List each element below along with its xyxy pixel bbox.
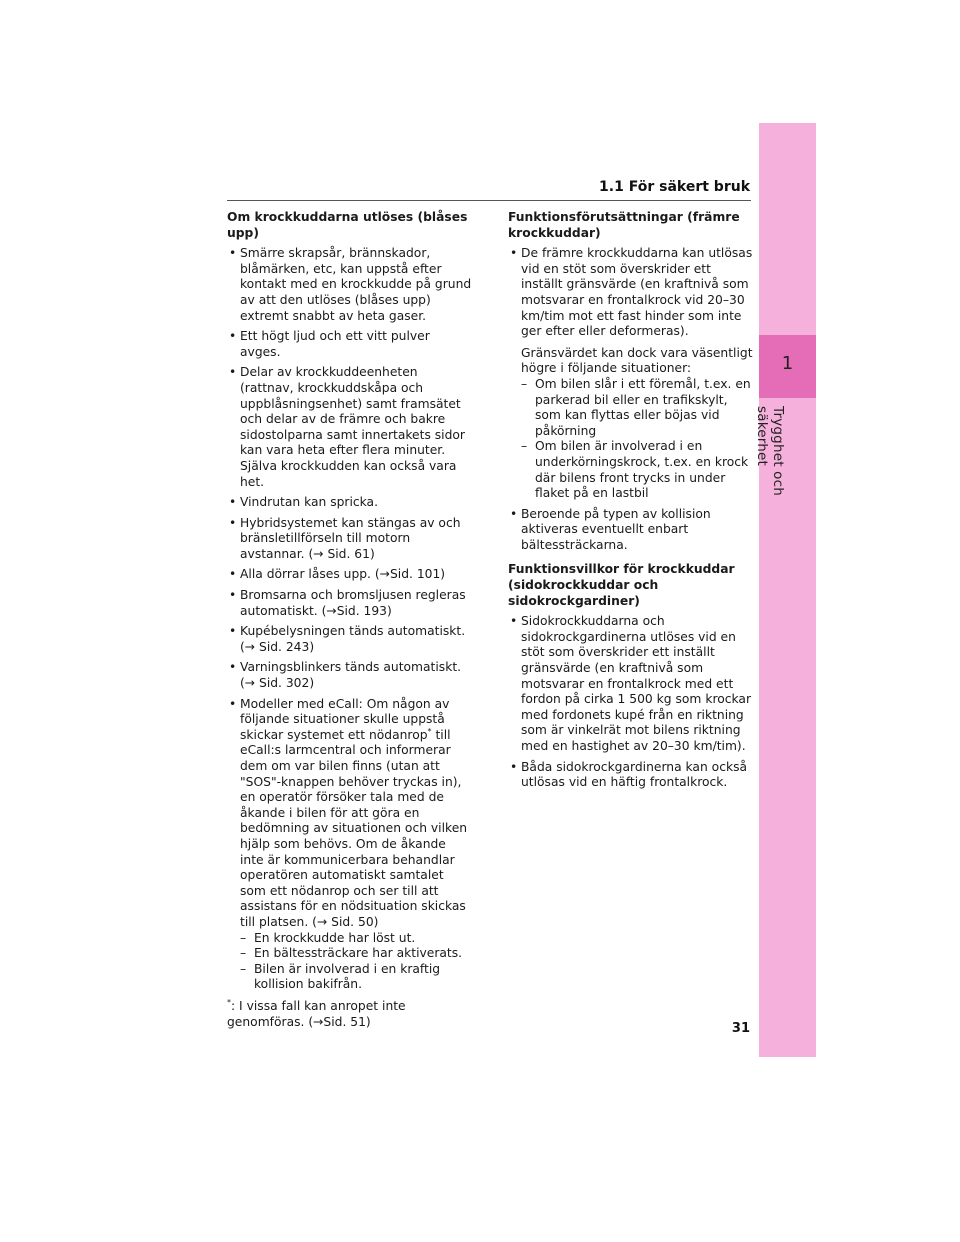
list-item: • Delar av krockkuddeenheten (rattnav, krockkuddskåpa och uppblåsningsenhet) samt framsätet och delar av de främre och bakre sidostolparna samt innertakets sidor kan vara heta efter flera minuter. Själva krockkudden kan också vara het. bbox=[227, 365, 472, 490]
side-airbag-list bbox=[508, 614, 753, 791]
left-column bbox=[227, 210, 472, 1030]
list-item: • Alla dörrar låses upp. (→Sid. 101) bbox=[227, 567, 472, 583]
ecall-text-after: till eCall:s larmcentral och informerar dem om var bilen finns (utan att "SOS"-knappen behöver tryckas in), en operatör försöker tala med de åkande i bilen för att göra en bedömning av situationen och vilken hjälp som behövs. Om de åkande inte är kommunicerbara behandlar operatören automatiskt samtalet som ett nödanrop och ser till att assistans för en nödsituation skickas till platsen. (→ Sid. 50) bbox=[240, 727, 468, 929]
deployment-effects-list bbox=[227, 246, 472, 993]
front-airbag-heading: Funktionsförutsättningar (främre krockkuddar) bbox=[508, 210, 740, 240]
footnote-marker: * bbox=[427, 726, 432, 736]
list-item: • Vindrutan kan spricka. bbox=[227, 495, 472, 511]
list-item: • Bromsarna och bromsljusen regleras automatiskt. (→Sid. 193) bbox=[227, 588, 472, 619]
header-divider bbox=[227, 200, 751, 201]
list-item: – En krockkudde har löst ut. bbox=[240, 931, 472, 947]
footnote-marker: * bbox=[227, 997, 231, 1007]
chapter-side-tab bbox=[754, 123, 816, 1057]
list-item: • Hybridsystemet kan stängas av och bränsletillförseln till motorn avstannar. (→ Sid. 61) bbox=[227, 516, 472, 563]
list-item: • Ett högt ljud och ett vitt pulver avges. bbox=[227, 329, 472, 360]
threshold-situations-list bbox=[521, 377, 753, 502]
list-item: – Om bilen är involverad i en underkörningskrock, t.ex. en krock där bilens front trycks in under flaket på en lastbil bbox=[521, 439, 753, 501]
ecall-conditions-list bbox=[240, 931, 472, 993]
side-airbag-heading: Funktionsvillkor för krockkuddar (sidokrockkuddar och sidokrockgardiner) bbox=[508, 562, 735, 608]
list-item: • Sidokrockkuddarna och sidokrockgardinerna utlöses vid en stöt som överskrider ett inställt gränsvärde (en kraftnivå som motsvarar en frontalkrock med ett fordon på cirka 1 500 kg som krockar med fordonets kupé från en riktning som är vinkelrät mot bilens riktning med en hastighet av 20–30 km/tim). bbox=[508, 614, 753, 754]
footnote bbox=[227, 999, 472, 1030]
list-item: • Båda sidokrockgardinerna kan också utlösas vid en häftig frontalkrock. bbox=[508, 760, 753, 791]
list-item: – Bilen är involverad i en kraftig kollision bakifrån. bbox=[240, 962, 472, 993]
airbag-deployment-heading: Om krockkuddarna utlöses (blåses upp) bbox=[227, 210, 468, 240]
footnote-text: : I vissa fall kan anropet inte genomföras. (→Sid. 51) bbox=[227, 998, 406, 1029]
right-column bbox=[508, 210, 753, 800]
list-item: – Om bilen slår i ett föremål, t.ex. en parkerad bil eller en trafikskylt, som kan flyttas eller böjas vid påkörning bbox=[521, 377, 753, 439]
list-item bbox=[508, 246, 753, 502]
list-item: • Kupébelysningen tänds automatiskt. (→ Sid. 243) bbox=[227, 624, 472, 655]
chapter-number: 1 bbox=[781, 353, 794, 374]
section-title: 1.1 För säkert bruk bbox=[599, 179, 750, 195]
page-number: 31 bbox=[731, 1021, 750, 1036]
front-airbag-condition: De främre krockkuddarna kan utlösas vid en stöt som överskrider ett inställt gränsvärde (en kraftnivå som motsvarar en frontalkrock vid 20–30 km/tim mot ett fast hinder som inte ger efter eller deformeras). bbox=[521, 246, 753, 339]
list-item: – En bältessträckare har aktiverats. bbox=[240, 946, 472, 962]
chapter-title: Trygghet och säkerhet bbox=[754, 406, 786, 497]
list-item: • Beroende på typen av kollision aktiveras eventuellt enbart bältessträckarna. bbox=[508, 507, 753, 554]
side-airbag-section bbox=[508, 562, 753, 790]
front-airbag-list bbox=[508, 246, 753, 553]
front-airbag-section bbox=[508, 210, 753, 553]
ecall-text-before: Modeller med eCall: Om någon av följande situationer skulle uppstå skickar systemet ett nödanrop bbox=[240, 696, 450, 742]
chapter-number-box bbox=[759, 335, 816, 398]
ecall-list-item bbox=[227, 697, 472, 993]
threshold-note: Gränsvärdet kan dock vara väsentligt högre i följande situationer: bbox=[521, 345, 753, 376]
list-item: • Varningsblinkers tänds automatiskt. (→ Sid. 302) bbox=[227, 660, 472, 691]
list-item: • Smärre skrapsår, brännskador, blåmärken, etc, kan uppstå efter kontakt med en krockkudde på grund av att den utlöses (blåses upp) extremt snabbt av heta gaser. bbox=[227, 246, 472, 324]
